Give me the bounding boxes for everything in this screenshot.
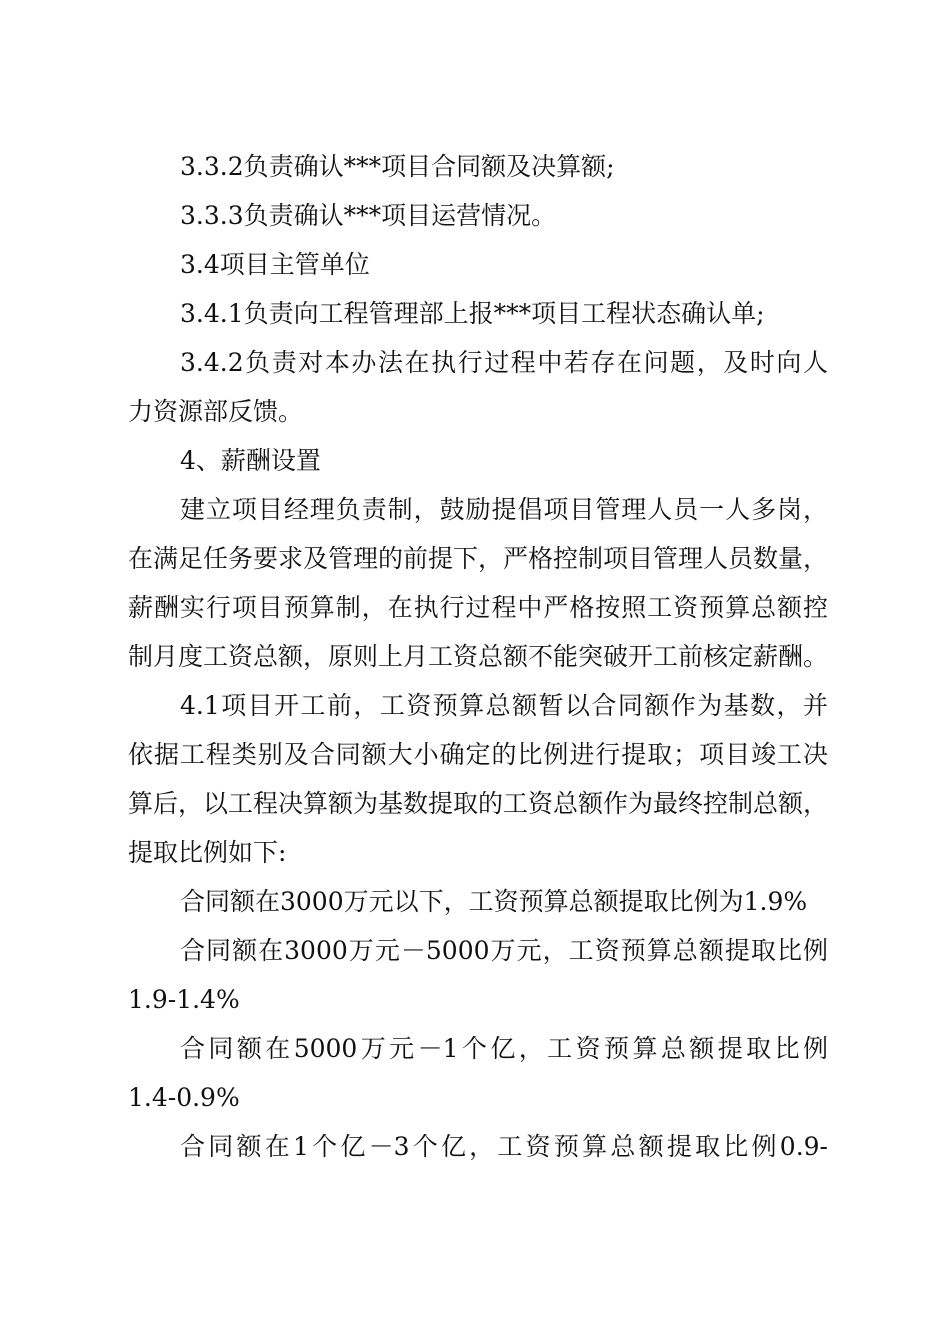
- document-body: [128, 142, 828, 1171]
- paragraph-4-line-4: 制月度工资总额，原则上月工资总额不能突破开工前核定薪酬。: [128, 642, 829, 671]
- paragraph-3-4-2-line-1: 3.4.2负责对本办法在执行过程中若存在问题，及时向人: [180, 348, 828, 377]
- section-heading-4: 4、薪酬设置: [180, 446, 321, 475]
- section-heading-3-4: 3.4项目主管单位: [180, 250, 370, 279]
- paragraph-4-1-line-3: 算后，以工程决算额为基数提取的工资总额作为最终控制总额，: [128, 789, 829, 818]
- paragraph-4-1-line-4: 提取比例如下:: [128, 838, 287, 867]
- paragraph-4-line-2: 在满足任务要求及管理的前提下，严格控制项目管理人员数量，: [128, 544, 829, 573]
- ratio-item-3-line-1: 合同额在5000万元－1个亿，工资预算总额提取比例: [180, 1034, 828, 1063]
- ratio-item-2-line-1: 合同额在3000万元－5000万元，工资预算总额提取比例: [180, 936, 828, 965]
- paragraph-3-3-3: 3.3.3负责确认***项目运营情况。: [180, 201, 557, 230]
- paragraph-3-3-2: 3.3.2负责确认***项目合同额及决算额;: [180, 152, 615, 181]
- paragraph-4-line-1: 建立项目经理负责制，鼓励提倡项目管理人员一人多岗，: [180, 495, 828, 524]
- paragraph-3-4-2-line-2: 力资源部反馈。: [128, 397, 304, 426]
- paragraph-4-1-line-1: 4.1项目开工前，工资预算总额暂以合同额作为基数，并: [180, 691, 828, 720]
- paragraph-3-4-1: 3.4.1负责向工程管理部上报***项目工程状态确认单;: [180, 299, 765, 328]
- ratio-item-1: 合同额在3000万元以下，工资预算总额提取比例为1.9%: [180, 887, 808, 916]
- ratio-item-3-line-2: 1.4-0.9%: [128, 1083, 240, 1112]
- ratio-item-2-line-2: 1.9-1.4%: [128, 985, 240, 1014]
- paragraph-4-1-line-2: 依据工程类别及合同额大小确定的比例进行提取；项目竣工决: [128, 740, 828, 769]
- paragraph-4-line-3: 薪酬实行项目预算制，在执行过程中严格按照工资预算总额控: [128, 593, 828, 622]
- ratio-item-4-line-1: 合同额在1个亿－3个亿，工资预算总额提取比例0.9-: [180, 1132, 828, 1161]
